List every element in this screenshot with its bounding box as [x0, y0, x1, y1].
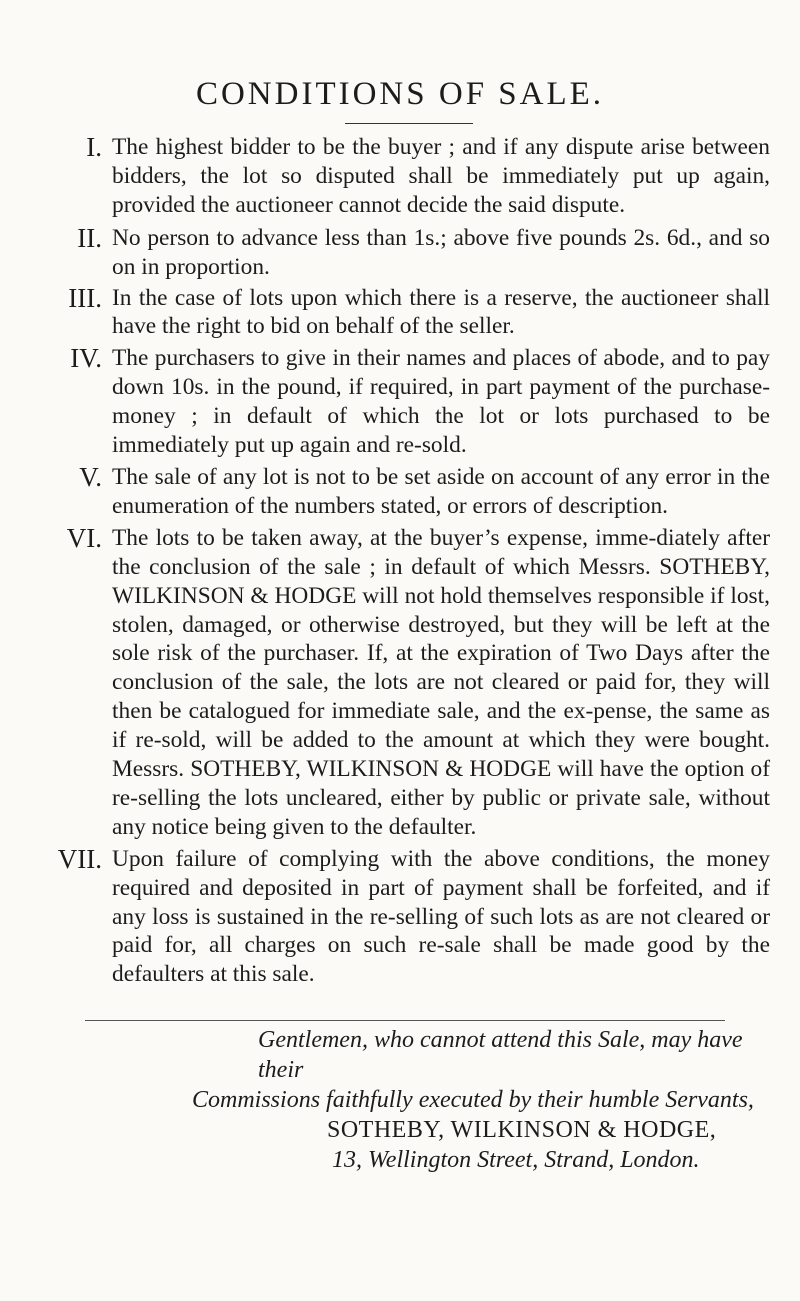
condition-text: Upon failure of complying with the above conditions, the money required and deposited in part of payment shall be forfeited, and if any loss is sustained in the re-selling of such lots as are not cleared or paid for, all charges on such re-sale shall be made good by the defaulters at this sale. [112, 845, 770, 988]
condition-numeral: I. [86, 132, 102, 162]
condition-numeral: IV. [70, 343, 102, 374]
closing-line-1: Gentlemen, who cannot attend this Sale, may have their [258, 1027, 743, 1083]
page-title: CONDITIONS OF SALE. [195, 76, 605, 112]
closing-note [30, 1025, 770, 1175]
condition-text: The highest bidder to be the buyer ; and if any dispute arise between bidders, the lot so disputed shall be immediately put up again, provided the auctioneer cannot decide the said dispute. [112, 134, 770, 218]
condition-text: The sale of any lot is not to be set aside on account of any error in the enumeration of the numbers stated, or errors of description. [112, 463, 770, 519]
conditions-list [30, 133, 770, 989]
condition-item [30, 463, 770, 521]
condition-numeral: II. [77, 222, 102, 253]
closing-line-2: Commissions faithfully executed by their humble Servants, [192, 1087, 754, 1113]
condition-item [30, 284, 770, 342]
condition-numeral: V. [79, 461, 102, 492]
condition-item [30, 224, 770, 282]
condition-item [30, 845, 770, 990]
condition-numeral: III. [68, 282, 102, 313]
condition-text: The purchasers to give in their names and places of abode, and to pay down 10s. in the pound, if required, in part payment of the purchase-money ; in default of which the lot or lots purchased to be immediately put up again and re-sold. [112, 345, 770, 459]
condition-numeral: VI. [66, 522, 102, 553]
firm-address: 13, Wellington Street, Strand, London. [332, 1147, 700, 1173]
section-divider [85, 1020, 725, 1021]
condition-text: No person to advance less than 1s.; above five pounds 2s. 6d., and so on in proportion. [112, 224, 770, 280]
title-underline [345, 123, 473, 124]
condition-item [30, 524, 770, 842]
firm-name: SOTHEBY, WILKINSON & HODGE, [327, 1117, 717, 1143]
condition-text: In the case of lots upon which there is a reserve, the auctioneer shall have the right to bid on behalf of the seller. [112, 284, 770, 340]
condition-item [30, 344, 770, 460]
condition-text: The lots to be taken away, at the buyer’s expense, imme-diately after the conclusion of the sale ; in default of which Messrs. SOTHEBY, WILKINSON & HODGE will not hold themselves responsible if lost, stolen, damaged, or otherwise destroyed, but they will be left at the sole risk of the purchaser. If, at the expiration of Two Days after the conclusion of the sale, the lots are not cleared or paid for, they will then be catalogued for immediate sale, and the ex-pense, the same as if re-sold, will be added to the amount at which they were bought. Messrs. SOTHEBY, WILKINSON & HODGE will have the option of re-selling the lots uncleared, either by public or private sale, without any notice being given to the defaulter. [112, 524, 770, 840]
condition-item [30, 133, 770, 220]
condition-numeral: VII. [57, 843, 102, 874]
